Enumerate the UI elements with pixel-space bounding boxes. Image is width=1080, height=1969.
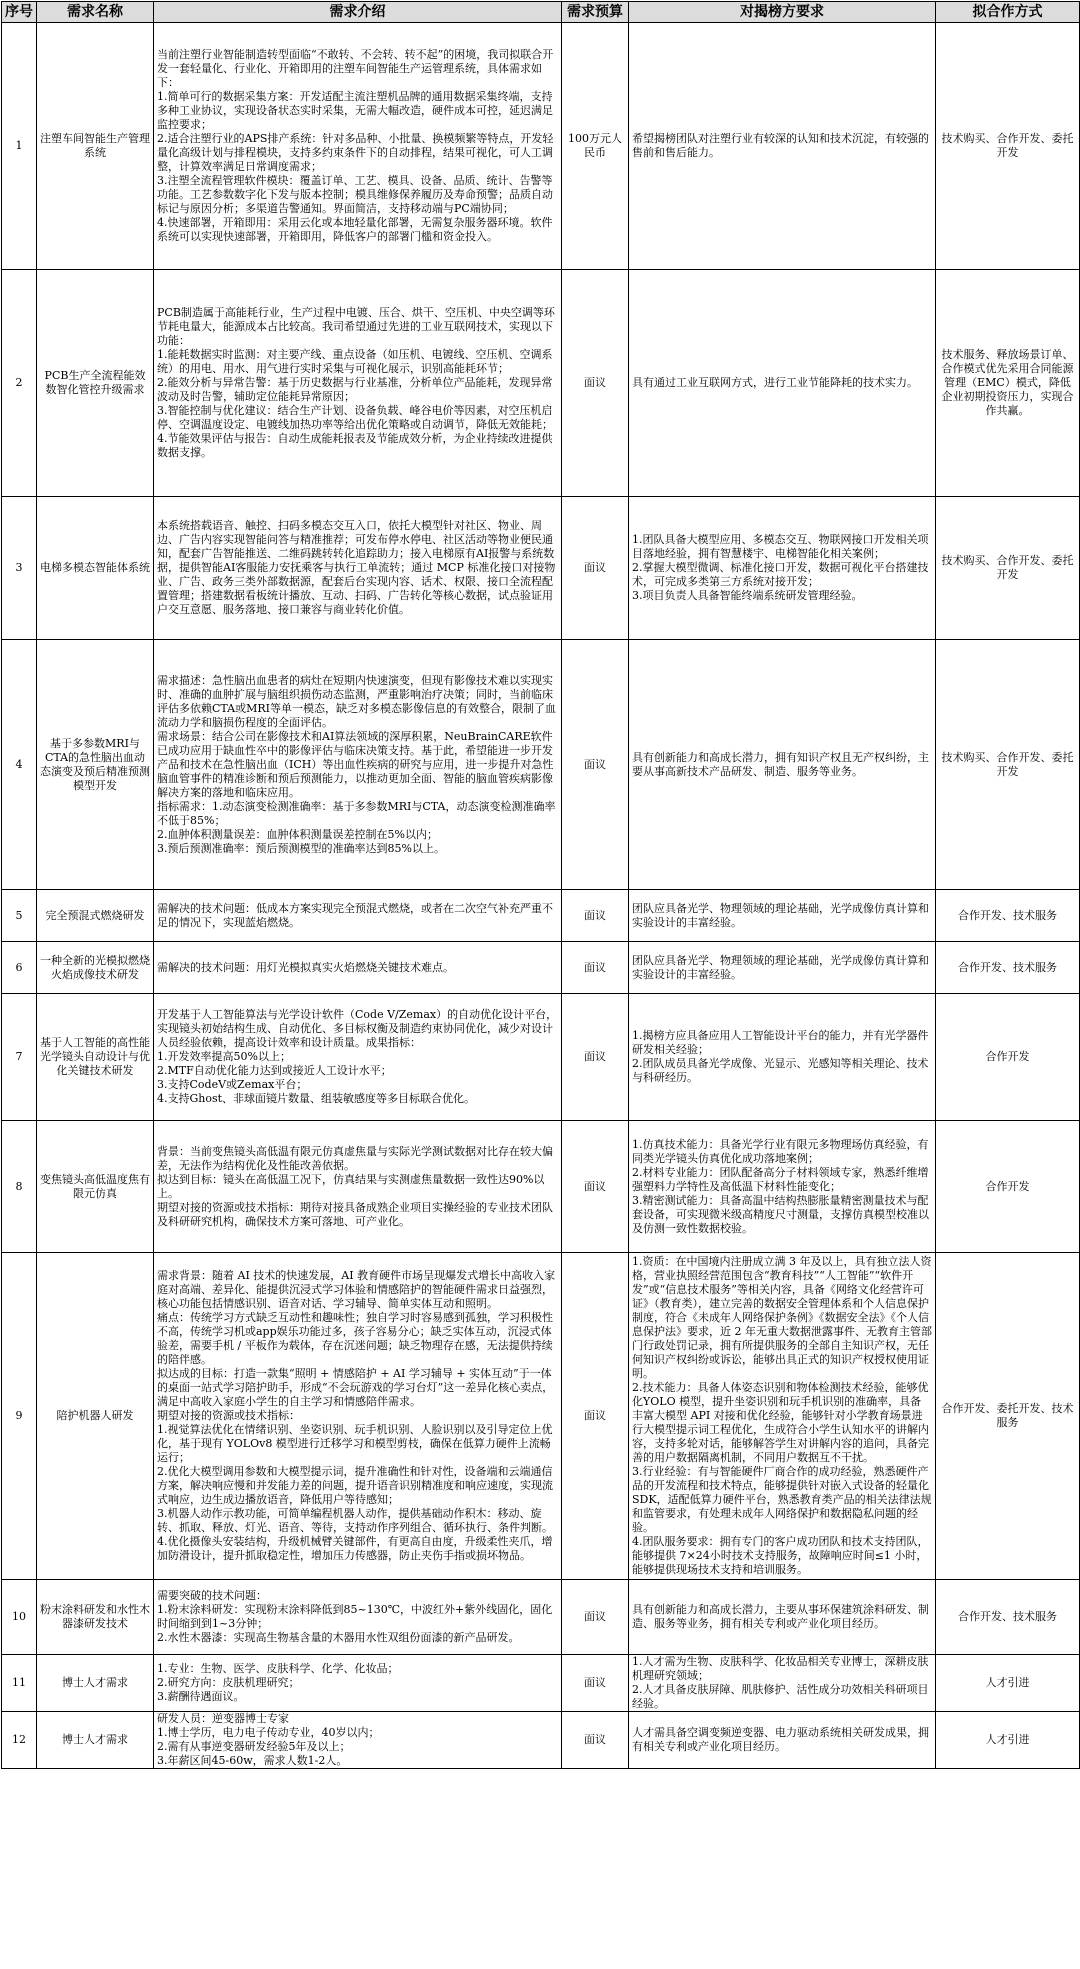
- requirement-description: [154, 23, 562, 270]
- requirement-description: [154, 942, 562, 994]
- description-paragraph: 需要突破的技术问题：: [157, 1589, 267, 1602]
- description-paragraph: 4.优化摄像头安装结构，升级机械臂关键部件，有更高自由度，升级柔性夹爪，增加防滑设计，提升抓取稳定性，增加压力传感器，防止夹伤手指或损坏物品。: [157, 1535, 553, 1562]
- requirement-paragraph: 人才需具备空调变频逆变器、电力驱动系统相关研发成果，拥有相关专利或产业化项目经历。: [632, 1726, 929, 1753]
- cooperation-mode: 人才引进: [936, 1712, 1080, 1769]
- table-row: [2, 1580, 1080, 1655]
- description-paragraph: 1.能耗数据实时监测：对主要产线、重点设备（如压机、电镀线、空压机、空调系统）的用电、用水、用气进行实时采集与可视化展示，识别高能耗环节；: [157, 348, 553, 375]
- requirement-description: [154, 1121, 562, 1253]
- description-paragraph: 需求描述：急性脑出血患者的病灶在短期内快速演变，但现有影像技术难以实现实时、准确的血肿扩展与脑组织损伤动态监测，严重影响治疗决策；同时，当前临床评估多依赖CTA或MRI等单一模态，缺乏对多模态影像信息的有效整合，限制了血流动力学和脑损伤程度的全面评估。: [157, 673, 556, 729]
- row-number: 12: [2, 1712, 37, 1769]
- requirements-table-wrapper: [1, 1, 1080, 1769]
- cooperation-mode: 合作开发: [936, 994, 1080, 1121]
- row-number: 8: [2, 1121, 37, 1253]
- row-number: 6: [2, 942, 37, 994]
- cooperation-mode: 技术购买、合作开发、委托开发: [936, 497, 1080, 640]
- description-paragraph: 2.需有从事逆变器研发经验5年及以上；: [157, 1740, 351, 1753]
- requirement-paragraph: 2.人才具备皮肤屏障、肌肤修护、活性成分功效相关科研项目经验。: [632, 1683, 929, 1710]
- description-paragraph: 2.研究方向：皮肤机理研究；: [157, 1676, 300, 1689]
- requirement-name: 完全预混式燃烧研发: [37, 890, 154, 942]
- table-row: [2, 1655, 1080, 1712]
- row-number: 9: [2, 1253, 37, 1580]
- requirement-name: 粉末涂料研发和水性木器漆研发技术: [37, 1580, 154, 1655]
- requirement-name: 博士人才需求: [37, 1712, 154, 1769]
- description-paragraph: 2.优化大模型调用参数和大模型提示词，提升准确性和针对性，设备端和云端通信方案，解决响应慢和并发能力差的问题，提升语音识别精准度和响应速度，实现流式响应，边生成边播放语音，降低用户等待感知；: [157, 1465, 553, 1506]
- description-paragraph: PCB制造属于高能耗行业，生产过程中电镀、压合、烘干、空压机、中央空调等环节耗电量大，能源成本占比较高。我司希望通过先进的工业互联网技术，实现以下功能：: [157, 306, 555, 347]
- requirement-paragraph: 3.项目负责人具备智能终端系统研发管理经验。: [632, 589, 863, 602]
- table-row: [2, 1253, 1080, 1580]
- table-row: [2, 994, 1080, 1121]
- cooperation-mode: 技术购买、合作开发、委托开发: [936, 640, 1080, 890]
- budget-cell: 面议: [562, 1253, 629, 1580]
- description-paragraph: 3.薪酬待遇面议。: [157, 1690, 245, 1703]
- description-paragraph: 拟达成的目标：打造一款集“照明 + 情感陪护 + AI 学习辅导 + 实体互动”于一体的桌面一站式学习陪护助手，形成“不会玩游戏的学习台灯”这一差异化核心卖点，满足中高收入家庭小学生的自主学习和情感陪伴需求。: [157, 1367, 554, 1408]
- header-desc: 需求介绍: [154, 2, 562, 23]
- requirement-paragraph: 具有创新能力和高成长潜力，主要从事环保建筑涂料研发、制造、服务等业务，拥有相关专利或产业化项目经历。: [632, 1603, 929, 1630]
- requirement-name: 陪护机器人研发: [37, 1253, 154, 1580]
- solver-requirements: [629, 1253, 936, 1580]
- description-paragraph: 痛点：传统学习方式缺乏互动性和趣味性；独自学习时容易感到孤独，学习积极性不高，传统学习机或app娱乐功能过多，孩子容易分心；缺乏实体互动，沉浸式体验差，需要手机 / 平板作为载体，存在沉迷问题；缺乏物理存在感，无法提供持续的陪伴感。: [157, 1311, 553, 1366]
- budget-cell: 面议: [562, 890, 629, 942]
- description-paragraph: 1.专业：生物、医学、皮肤科学、化学、化妆品；: [157, 1662, 399, 1675]
- requirement-paragraph: 2.材料专业能力：团队配备高分子材料领域专家，熟悉纤维增强塑料力学特性及高低温下材料性能变化；: [632, 1165, 929, 1193]
- solver-requirements: [629, 1121, 936, 1253]
- description-paragraph: 2.水性木器漆：实现高生物基含量的木器用水性双组份面漆的新产品研发。: [157, 1631, 520, 1644]
- requirement-name: 变焦镜头高低温度焦有限元仿真: [37, 1121, 154, 1253]
- requirement-paragraph: 希望揭榜团队对注塑行业有较深的认知和技术沉淀，有较强的售前和售后能力。: [632, 132, 929, 159]
- description-paragraph: 3.年薪区间45-60w，需求人数1-2人。: [157, 1754, 348, 1767]
- requirement-paragraph: 1.资质：在中国境内注册成立满 3 年及以上，具有独立法人资格，营业执照经营范围包含“教育科技”“人工智能”“软件开发”或“信息技术服务”等相关内容，具备《网络文化经营许可证》（教育类），建立完善的数据安全管理体系和个人信息保护制度，符合《未成年人网络保护条例》《数据安全法》《个人信息保护法》要求，近 2 年无重大数据泄露事件、无教育主管部门行政处罚记录，拥有所提供服务的全部自主知识产权，无任何知识产权纠纷或诉讼，能够出具正式的知识产权授权使用证明。: [632, 1255, 932, 1380]
- requirement-name: 一种全新的光模拟燃烧火焰成像技术研发: [37, 942, 154, 994]
- requirement-paragraph: 1.揭榜方应具备应用人工智能设计平台的能力，并有光学器件研发相关经验；: [632, 1029, 929, 1056]
- requirement-name: 电梯多模态智能体系统: [37, 497, 154, 640]
- table-row: [2, 640, 1080, 890]
- requirement-paragraph: 2.掌握大模型微调、标准化接口开发，数据可视化平台搭建技术，可完成多类第三方系统对接开发；: [632, 561, 929, 588]
- budget-cell: 面议: [562, 270, 629, 497]
- description-paragraph: 研发人员：逆变器博士专家: [157, 1712, 289, 1725]
- header-budget: 需求预算: [562, 2, 629, 23]
- row-number: 2: [2, 270, 37, 497]
- description-paragraph: 拟达到目标：镜头在高低温工况下，仿真结果与实测虚焦量数据一致性达90%以上。: [157, 1172, 545, 1200]
- description-paragraph: 开发基于人工智能算法与光学设计软件（Code V/Zemax）的自动优化设计平台，实现镜头初始结构生成、自动优化、多目标权衡及制造约束协同优化，减少对设计人员经验依赖，提高设计效率和设计质量。成果指标：: [157, 1008, 558, 1049]
- description-paragraph: 1.粉末涂料研发：实现粉末涂料降低到85~130℃，中波红外+紫外线固化，固化时间缩到到1~3分钟；: [157, 1603, 553, 1630]
- description-paragraph: 3.机器人动作示教功能，可简单编程机器人动作，提供基础动作积木：移动、旋转、抓取、释放、灯光、语音、等待，支持动作序列组合、循环执行、条件判断。: [157, 1507, 553, 1534]
- solver-requirements: [629, 23, 936, 270]
- description-paragraph: 3.支持CodeV或Zemax平台；: [157, 1078, 308, 1091]
- table-row: [2, 23, 1080, 270]
- solver-requirements: [629, 890, 936, 942]
- row-number: 4: [2, 640, 37, 890]
- cooperation-mode: 技术购买、合作开发、委托开发: [936, 23, 1080, 270]
- requirement-description: [154, 497, 562, 640]
- requirement-paragraph: 4.团队服务要求：拥有专门的客户成功团队和技术支持团队，能够提供 7×24小时技术支持服务，故障响应时间≤1 小时，能够提供现场技术支持和培训服务。: [632, 1535, 929, 1576]
- description-paragraph: 4.支持Ghost、非球面镜片数量、组装敏感度等多目标联合优化。: [157, 1092, 476, 1105]
- table-row: [2, 270, 1080, 497]
- requirement-description: [154, 640, 562, 890]
- cooperation-mode: 人才引进: [936, 1655, 1080, 1712]
- row-number: 1: [2, 23, 37, 270]
- requirement-name: PCB生产全流程能效数智化管控升级需求: [37, 270, 154, 497]
- requirement-description: [154, 1253, 562, 1580]
- budget-cell: 面议: [562, 497, 629, 640]
- description-paragraph: 3.预后预测准确率：预后预测模型的准确率达到85%以上。: [157, 841, 445, 855]
- requirement-name: 基于多参数MRI与CTA的急性脑出血动态演变及预后精准预测模型开发: [37, 640, 154, 890]
- table-body: [2, 23, 1080, 1769]
- requirement-paragraph: 团队应具备光学、物理领域的理论基础，光学成像仿真计算和实验设计的丰富经验。: [632, 953, 929, 981]
- description-paragraph: 2.能效分析与异常告警：基于历史数据与行业基准，分析单位产品能耗，发现异常波动及时告警，辅助定位能耗异常原因；: [157, 376, 553, 403]
- cooperation-mode: 合作开发、技术服务: [936, 942, 1080, 994]
- description-paragraph: 指标需求：1.动态演变检测准确率：基于多参数MRI与CTA，动态演变检测准确率不低于85%；: [157, 799, 556, 827]
- description-paragraph: 1.开发效率提高50%以上；: [157, 1050, 291, 1063]
- cooperation-mode: 合作开发、技术服务: [936, 1580, 1080, 1655]
- table-row: [2, 1121, 1080, 1253]
- requirement-paragraph: 团队应具备光学、物理领域的理论基础，光学成像仿真计算和实验设计的丰富经验。: [632, 901, 929, 929]
- requirement-paragraph: 2.团队成员具备光学成像、光显示、光感知等相关理论、技术与科研经历。: [632, 1057, 929, 1084]
- solver-requirements: [629, 994, 936, 1121]
- requirement-description: [154, 270, 562, 497]
- description-paragraph: 本系统搭载语音、触控、扫码多模态交互入口，依托大模型针对社区、物业、周边、广告内容实现智能问答与精准推荐；可发布停水停电、社区活动等物业便民通知，配套广告智能推送、二维码跳转转化追踪助力；接入电梯原有AI报警与系统数据，提供智能AI客服能力安抚乘客与执行工单流转；通过 MCP 标准化接口对接物业、广告、政务三类外部数据源，配套后台实现内容、话术、权限、接口全流程配置管理；搭建数据看板统计播放、互动、扫码、广告转化等核心数据，试点验证用户交互意愿、服务落地、接口兼容与商业转化价值。: [157, 519, 556, 616]
- row-number: 11: [2, 1655, 37, 1712]
- description-paragraph: 需求场景：结合公司在影像技术和AI算法领域的深厚积累，NeuBrainCARE软件已成功应用于缺血性卒中的影像评估与临床决策支持。基于此，希望能进一步开发产品和技术在急性脑出血（ICH）等出血性疾病的研究与应用，进一步提升对急性脑血管事件的精准诊断和预后预测能力，以推动更加全面、智能的脑血管疾病影像解决方案的落地和临床应用。: [157, 729, 554, 799]
- requirement-paragraph: 3.精密测试能力：具备高温中结构热膨胀量精密测量技术与配套设备，可实现微米级高精度尺寸测量，支撑仿真模型校准以及仿测一致性数据校验。: [632, 1193, 929, 1235]
- header-name: 需求名称: [37, 2, 154, 23]
- requirement-paragraph: 3.行业经验：有与智能硬件厂商合作的成功经验，熟悉硬件产品的开发流程和技术特点，能够提供针对嵌入式设备的轻量化 SDK，适配低算力硬件平台，熟悉教育类产品的相关法律法规和监管要求，有处理未成年人网络保护和数据隐私问题的经验。: [632, 1465, 932, 1534]
- row-number: 5: [2, 890, 37, 942]
- budget-cell: 面议: [562, 942, 629, 994]
- requirement-name: 基于人工智能的高性能光学镜头自动设计与优化关键技术研发: [37, 994, 154, 1121]
- requirement-description: [154, 1655, 562, 1712]
- requirements-table: [1, 1, 1080, 1769]
- description-paragraph: 1.视觉算法优化在情绪识别、坐姿识别、玩手机识别、人脸识别以及引导定位上优化，基于现有 YOLOv8 模型进行迁移学习和模型剪枝，确保在低算力硬件上流畅运行；: [157, 1423, 553, 1464]
- description-paragraph: 期望对接的资源或技术指标：期待对接具备成熟企业项目实操经验的专业技术团队及科研研究机构，确保技术方案可落地、可产业化。: [157, 1200, 553, 1228]
- requirement-paragraph: 2.技术能力：具备人体姿态识别和物体检测技术经验，能够优化YOLO 模型，提升坐姿识别和玩手机识别的准确率，具备丰富大模型 API 对接和优化经验，能够针对小学教育场景进行大模型提示词工程优化，生成符合小学生认知水平的讲解内容，支持多轮对话，能够解答学生对讲解内容的追问，具备完善的用户数据隔离机制，不同用户数据互不干扰。: [632, 1381, 929, 1464]
- solver-requirements: [629, 1580, 936, 1655]
- budget-cell: 面议: [562, 1655, 629, 1712]
- table-row: [2, 942, 1080, 994]
- description-paragraph: 1.简单可行的数据采集方案：开发适配主流注塑机品牌的通用数据采集终端，支持多种工业协议，实现设备状态实时采集，无需大幅改造，硬件成本可控，延迟满足监控要求；: [157, 90, 553, 131]
- requirement-name: 注塑车间智能生产管理系统: [37, 23, 154, 270]
- requirement-description: [154, 1580, 562, 1655]
- solver-requirements: [629, 640, 936, 890]
- cooperation-mode: 合作开发、委托开发、技术服务: [936, 1253, 1080, 1580]
- budget-cell: 面议: [562, 1712, 629, 1769]
- requirement-description: [154, 1712, 562, 1769]
- description-paragraph: 期望对接的资源或技术指标：: [157, 1409, 300, 1422]
- row-number: 7: [2, 994, 37, 1121]
- solver-requirements: [629, 270, 936, 497]
- budget-cell: 面议: [562, 640, 629, 890]
- description-paragraph: 1.博士学历，电力电子传动专业，40岁以内；: [157, 1726, 380, 1739]
- requirement-paragraph: 1.团队具备大模型应用、多模态交互、物联网接口开发相关项目落地经验，拥有智慧楼宇、电梯智能化相关案例；: [632, 533, 929, 560]
- solver-requirements: [629, 1712, 936, 1769]
- description-paragraph: 背景：当前变焦镜头高低温有限元仿真虚焦量与实际光学测试数据对比存在较大偏差，无法作为结构优化及性能改善依据。: [157, 1144, 553, 1172]
- header-mode: 拟合作方式: [936, 2, 1080, 23]
- cooperation-mode: 技术服务、释放场景订单、合作模式优先采用合同能源管理（EMC）模式，降低企业初期投资压力，实现合作共赢。: [936, 270, 1080, 497]
- solver-requirements: [629, 497, 936, 640]
- row-number: 3: [2, 497, 37, 640]
- table-header-row: [2, 2, 1080, 23]
- requirement-paragraph: 1.仿真技术能力：具备光学行业有限元多物理场仿真经验，有同类光学镜头仿真优化成功落地案例；: [632, 1137, 929, 1165]
- budget-cell: 面议: [562, 1121, 629, 1253]
- description-paragraph: 当前注塑行业智能制造转型面临“不敢转、不会转、转不起”的困境，我司拟联合开发一套轻量化、行业化、开箱即用的注塑车间智能生产运管理系统，具体需求如下：: [157, 48, 554, 89]
- description-paragraph: 2.MTF自动优化能力达到或接近人工设计水平；: [157, 1064, 392, 1077]
- budget-cell: 100万元人民币: [562, 23, 629, 270]
- description-paragraph: 4.快速部署，开箱即用：采用云化或本地轻量化部署，无需复杂服务器环境。软件系统可以实现快速部署，开箱即用，降低客户的部署门槛和资金投入。: [157, 216, 553, 243]
- header-no: 序号: [2, 2, 37, 23]
- description-paragraph: 2.血肿体积测量误差：血肿体积测量误差控制在5%以内；: [157, 827, 438, 841]
- row-number: 10: [2, 1580, 37, 1655]
- solver-requirements: [629, 1655, 936, 1712]
- description-paragraph: 2.适合注塑行业的APS排产系统：针对多品种、小批量、换模频繁等特点，开发轻量化高级计划与排程模块，支持多约束条件下的自动排程，结果可视化，可人工调整，计算效率满足日常调度需求；: [157, 132, 554, 173]
- table-row: [2, 1712, 1080, 1769]
- description-paragraph: 需解决的技术问题：低成本方案实现完全预混式燃烧，或者在二次空气补充严重不足的情况下，实现蓝焰燃烧。: [157, 901, 553, 929]
- budget-cell: 面议: [562, 994, 629, 1121]
- table-row: [2, 497, 1080, 640]
- table-row: [2, 890, 1080, 942]
- description-paragraph: 4.节能效果评估与报告：自动生成能耗报表及节能成效分析，为企业持续改进提供数据支撑。: [157, 432, 553, 459]
- requirement-name: 博士人才需求: [37, 1655, 154, 1712]
- header-requirements: 对揭榜方要求: [629, 2, 936, 23]
- requirement-description: [154, 890, 562, 942]
- requirement-description: [154, 994, 562, 1121]
- description-paragraph: 需求背景：随着 AI 技术的快速发展，AI 教育硬件市场呈现爆发式增长中高收入家庭对高端、差异化、能提供沉浸式学习体验和情感陪护的智能硬件需求日益强烈，核心功能包括情感识别、语音对话、学习辅导、简单实体互动和照明。: [157, 1269, 556, 1310]
- description-paragraph: 3.注塑全流程管理软件模块：覆盖订单、工艺、模具、设备、品质、统计、告警等功能。工艺参数数字化下发与版本控制；模具维修保养履历及寿命预警；品质自动标记与原因分析；多渠道告警通知。界面简洁，支持移动端与PC端协同；: [157, 174, 553, 215]
- description-paragraph: 需解决的技术问题：用灯光模拟真实火焰燃烧关键技术难点。: [157, 960, 454, 974]
- description-paragraph: 3.智能控制与优化建议：结合生产计划、设备负载、峰谷电价等因素，对空压机启停、空调温度设定、电镀线加热功率等给出优化策略或自动调节，降低无效能耗；: [157, 404, 553, 431]
- requirement-paragraph: 1.人才需为生物、皮肤科学、化妆品相关专业博士，深耕皮肤机理研究领域；: [632, 1655, 929, 1682]
- cooperation-mode: 合作开发: [936, 1121, 1080, 1253]
- budget-cell: 面议: [562, 1580, 629, 1655]
- requirement-paragraph: 具有通过工业互联网方式，进行工业节能降耗的技术实力。: [632, 376, 918, 389]
- requirement-paragraph: 具有创新能力和高成长潜力，拥有知识产权且无产权纠纷，主要从事高新技术产品研发、制造、服务等业务。: [632, 750, 929, 778]
- solver-requirements: [629, 942, 936, 994]
- cooperation-mode: 合作开发、技术服务: [936, 890, 1080, 942]
